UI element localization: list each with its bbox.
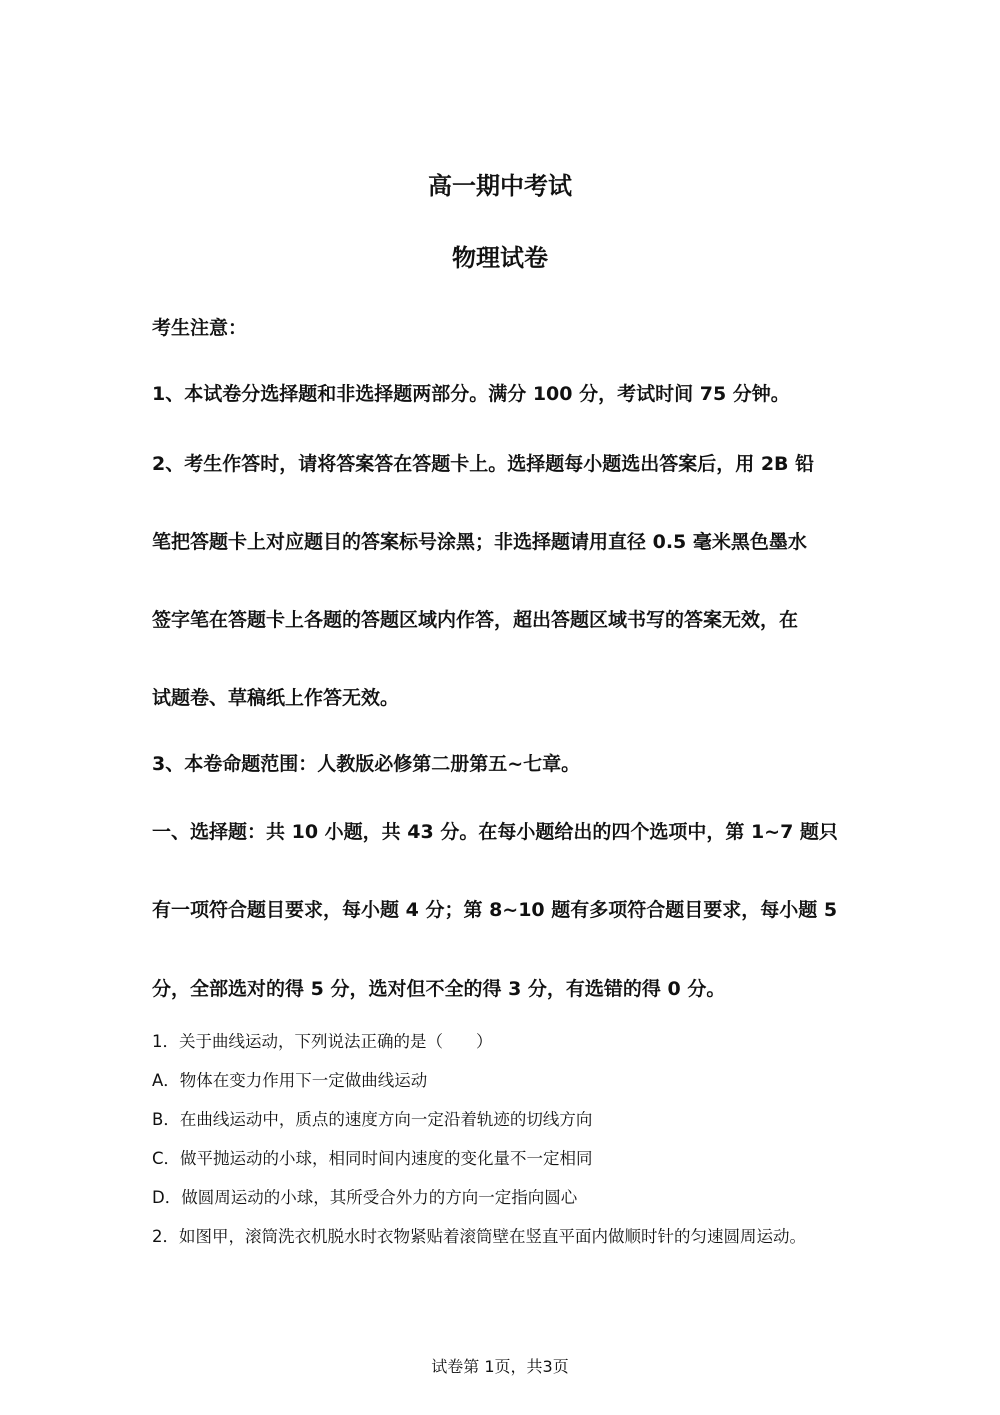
question-1-option-c: C．做平抛运动的小球，相同时间内速度的变化量不一定相同 xyxy=(152,1149,593,1168)
question-1-stem: 1．关于曲线运动，下列说法正确的是（ ） xyxy=(152,1032,493,1051)
notice-item-2-line-4: 试题卷、草稿纸上作答无效。 xyxy=(152,687,400,709)
notice-item-3: 3、本卷命题范围：人教版必修第二册第五~七章。 xyxy=(152,753,581,775)
section-instruction-line-3: 分，全部选对的得 5 分，选对但不全的得 3 分，有选错的得 0 分。 xyxy=(152,978,726,1000)
section-instruction-line-2: 有一项符合题目要求，每小题 4 分；第 8~10 题有多项符合题目要求，每小题 5 xyxy=(152,899,838,921)
question-2-stem: 2．如图甲，滚筒洗衣机脱水时衣物紧贴着滚筒壁在竖直平面内做顺时针的匀速圆周运动。 xyxy=(152,1227,806,1246)
notice-heading: 考生注意： xyxy=(152,317,248,339)
subject-title: 物理试卷 xyxy=(452,244,548,272)
question-1-option-a: A．物体在变力作用下一定做曲线运动 xyxy=(152,1071,428,1090)
page-number: 试卷第 1页，共3页 xyxy=(431,1357,569,1376)
exam-title: 高一期中考试 xyxy=(428,172,572,200)
notice-item-2-line-1: 2、考生作答时，请将答案答在答题卡上。选择题每小题选出答案后，用 2B 铅 xyxy=(152,453,815,475)
notice-item-2-line-3: 签字笔在答题卡上各题的答题区域内作答，超出答题区域书写的答案无效，在 xyxy=(152,609,799,631)
question-1-option-b: B．在曲线运动中，质点的速度方向一定沿着轨迹的切线方向 xyxy=(152,1110,593,1129)
question-1-option-d: D．做圆周运动的小球，其所受合外力的方向一定指向圆心 xyxy=(152,1188,578,1207)
notice-item-1: 1、本试卷分选择题和非选择题两部分。满分 100 分，考试时间 75 分钟。 xyxy=(152,383,790,405)
notice-item-2-line-2: 笔把答题卡上对应题目的答案标号涂黑；非选择题请用直径 0.5 毫米黑色墨水 xyxy=(152,531,807,553)
section-instruction-line-1: 一、选择题：共 10 小题，共 43 分。在每小题给出的四个选项中，第 1~7 题只 xyxy=(152,821,838,843)
